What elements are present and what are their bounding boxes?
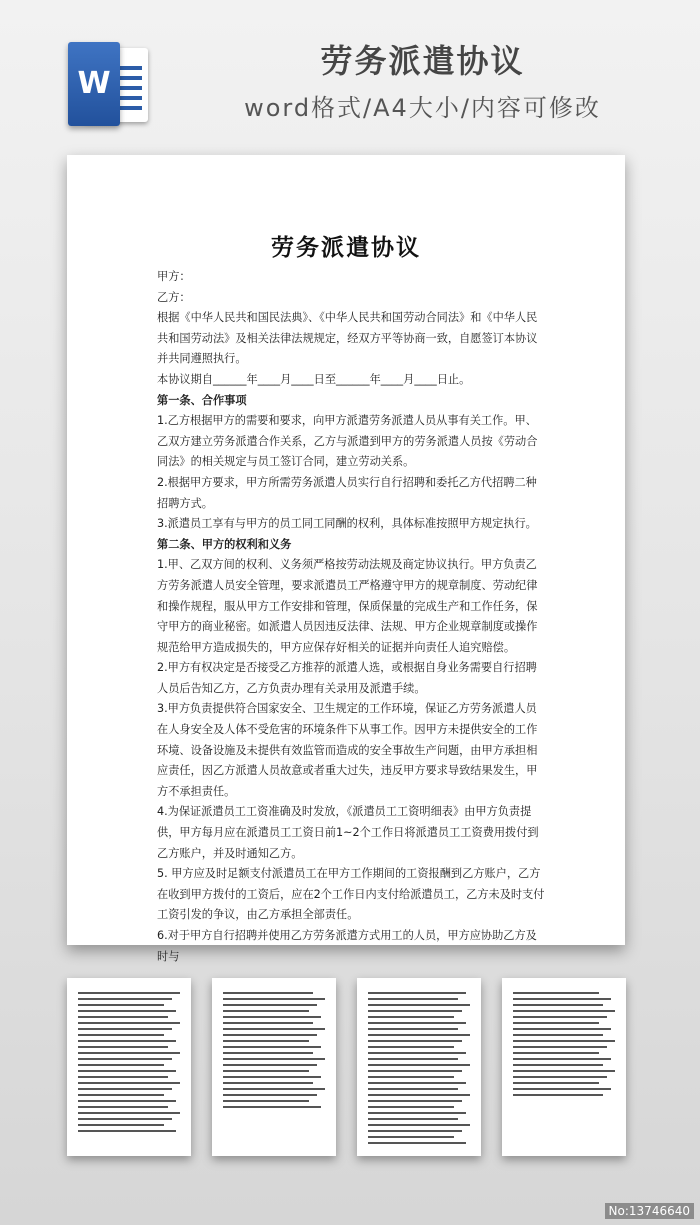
thumbnail-text-line bbox=[78, 1082, 180, 1084]
thumbnail-text-line bbox=[78, 1088, 172, 1090]
thumbnail-text-line bbox=[223, 1076, 321, 1078]
thumbnail-text-line bbox=[223, 1070, 309, 1072]
thumbnail-text-line bbox=[223, 992, 313, 994]
thumbnail-text-line bbox=[223, 1064, 317, 1066]
page-thumbnails bbox=[0, 978, 700, 1158]
thumbnail-text-line bbox=[368, 1076, 454, 1078]
thumbnail-text-line bbox=[513, 1040, 615, 1042]
thumbnail-text-line bbox=[78, 1112, 180, 1114]
section-heading: 第二条、甲方的权利和义务 bbox=[157, 537, 292, 551]
section-heading: 第一条、合作事项 bbox=[157, 393, 247, 407]
thumbnail-text-line bbox=[78, 1040, 176, 1042]
thumbnail-text-line bbox=[368, 1100, 462, 1102]
thumbnail-text-line bbox=[368, 1034, 470, 1036]
thumbnail-text-line bbox=[223, 1058, 325, 1060]
thumbnail-text-line bbox=[368, 1136, 454, 1138]
thumbnail-text-line bbox=[223, 1052, 313, 1054]
thumbnail-text-line bbox=[78, 1016, 168, 1018]
thumbnail-text-line bbox=[513, 1082, 599, 1084]
thumbnail-text-line bbox=[223, 1088, 325, 1090]
thumbnail-text-line bbox=[368, 1088, 458, 1090]
thumbnail-text-line bbox=[513, 1028, 611, 1030]
thumbnail-text-line bbox=[78, 1076, 168, 1078]
thumbnail-text-line bbox=[78, 1124, 164, 1126]
document-paragraph: 2.根据甲方要求，甲方所需劳务派遣人员实行自行招聘和委托乙方代招聘二种招聘方式。 bbox=[157, 475, 537, 510]
document-body bbox=[157, 267, 547, 967]
thumbnail-text-line bbox=[223, 1100, 309, 1102]
thumbnail-text-line bbox=[368, 1028, 458, 1030]
thumbnail-text-line bbox=[513, 1076, 607, 1078]
thumbnail-text-line bbox=[513, 1046, 607, 1048]
thumbnail-text-line bbox=[78, 1064, 164, 1066]
thumbnail-text-line bbox=[513, 1004, 603, 1006]
thumbnail-text-line bbox=[368, 1016, 454, 1018]
document-paragraph: 根据《中华人民共和国民法典》、《中华人民共和国劳动合同法》和《中华人民共和国劳动法》及相关法律法规规定，经双方平等协商一致，自愿签订本协议并共同遵照执行。 bbox=[157, 311, 538, 366]
thumbnail-text-line bbox=[223, 998, 325, 1000]
document-paragraph: 5. 甲方应及时足额支付派遣员工在甲方工作期间的工资报酬到乙方账户，乙方在收到甲方拨付的工资后，应在2个工作日内支付给派遣员工，乙方未及时支付工资引发的争议，由乙方承担全部责任。 bbox=[157, 867, 545, 922]
thumbnail-text-line bbox=[78, 1028, 172, 1030]
thumbnail-text-line bbox=[368, 1142, 466, 1144]
thumbnail-text-line bbox=[513, 1010, 615, 1012]
thumbnail-text-line bbox=[223, 1106, 321, 1108]
thumbnail-text-line bbox=[513, 1016, 607, 1018]
thumbnail-text-line bbox=[513, 1094, 603, 1096]
document-paragraph: 乙方： bbox=[157, 290, 191, 304]
thumbnail-text-line bbox=[223, 1022, 313, 1024]
thumbnail-text-line bbox=[78, 1046, 168, 1048]
thumbnail-text-line bbox=[78, 1130, 176, 1132]
thumbnail-text-line bbox=[78, 1004, 164, 1006]
thumbnail-text-line bbox=[78, 1022, 180, 1024]
thumbnail-text-line bbox=[223, 1028, 325, 1030]
thumbnail-text-line bbox=[368, 1010, 462, 1012]
thumbnail-text-line bbox=[78, 1100, 176, 1102]
thumbnail-text-line bbox=[513, 1064, 603, 1066]
thumbnail-text-line bbox=[368, 1124, 470, 1126]
thumbnail-text-line bbox=[78, 992, 180, 994]
thumbnail-text-line bbox=[513, 1022, 599, 1024]
thumbnail-text-line bbox=[368, 1058, 458, 1060]
thumbnail-text-line bbox=[223, 1082, 313, 1084]
thumbnail-page-5 bbox=[502, 978, 626, 1156]
thumbnail-text-line bbox=[223, 1016, 321, 1018]
document-paragraph: 本协议期自______年____月____日至______年____月____日止。 bbox=[157, 372, 471, 386]
thumbnail-text-line bbox=[78, 1106, 168, 1108]
thumbnail-text-line bbox=[513, 1052, 599, 1054]
document-paragraph: 甲方： bbox=[157, 270, 191, 283]
thumbnail-text-line bbox=[368, 1094, 470, 1096]
document-paragraph: 3.派遣员工享有与甲方的员工同工同酬的权利，具体标准按照甲方规定执行。 bbox=[157, 517, 537, 531]
thumbnail-text-line bbox=[78, 1010, 176, 1012]
thumbnail-text-line bbox=[368, 1118, 458, 1120]
thumbnail-text-line bbox=[513, 992, 599, 994]
thumbnail-text-line bbox=[368, 1064, 470, 1066]
document-page-preview bbox=[67, 155, 625, 963]
document-paragraph: 2.甲方有权决定是否接受乙方推荐的派遣人选，或根据自身业务需要自行招聘人员后告知乙方，乙方负责办理有关录用及派遣手续。 bbox=[157, 661, 537, 695]
thumbnail-text-line bbox=[78, 1094, 164, 1096]
thumbnail-text-line bbox=[368, 1130, 462, 1132]
thumbnail-text-line bbox=[223, 1010, 309, 1012]
thumbnail-text-line bbox=[368, 1052, 466, 1054]
thumbnail-page-4 bbox=[357, 978, 481, 1156]
thumbnail-text-line bbox=[223, 1040, 309, 1042]
thumbnail-text-line bbox=[368, 1106, 454, 1108]
document-paragraph: 1.甲、乙双方间的权利、义务须严格按劳动法规及商定协议执行。甲方负责乙方劳务派遣人员安全管理，要求派遣员工严格遵守甲方的规章制度、劳动纪律和操作规程，服从甲方工作安排和管理，保质保量的完成生产和工作任务，保守甲方的商业秘密。如派遣人员因违反法律、法规、甲方企业规章制度或操作规范给甲方造成损失的，甲方应保存好相关的证据并向责任人追究赔偿。 bbox=[157, 558, 538, 654]
thumbnail-text-line bbox=[78, 1034, 164, 1036]
word-icon-letter: W bbox=[68, 42, 120, 126]
thumbnail-text-line bbox=[368, 1112, 466, 1114]
thumbnail-text-line bbox=[513, 1058, 611, 1060]
thumbnail-text-line bbox=[223, 1034, 317, 1036]
document-paragraph: 1.乙方根据甲方的需要和要求，向甲方派遣劳务派遣人员从事有关工作。甲、乙双方建立劳务派遣合作关系，乙方与派遣到甲方的劳务派遣人员按《劳动合同法》的相关规定与员工签订合同，建立劳动关系。 bbox=[157, 414, 538, 469]
thumbnail-text-line bbox=[368, 1070, 462, 1072]
thumbnail-text-line bbox=[368, 1040, 462, 1042]
header-title: 劳务派遣协议 bbox=[320, 42, 525, 80]
thumbnail-text-line bbox=[513, 998, 611, 1000]
word-document-icon bbox=[68, 42, 152, 126]
document-paragraph: 3.甲方负责提供符合国家安全、卫生规定的工作环境，保证乙方劳务派遣人员在人身安全及人体不受危害的环境条件下从事工作。因甲方未提供安全的工作环境、设备设施及未提供有效监管而造成的安全事故生产问题，由甲方承担相应责任，因乙方派遣人员故意或者重大过失，违反甲方要求导致结果发生，甲方不承担责任。 bbox=[157, 702, 538, 798]
document-paragraph: 6.对于甲方自行招聘并使用乙方劳务派遣方式用工的人员，甲方应协助乙方及时与 bbox=[157, 929, 537, 963]
thumbnail-page-3 bbox=[212, 978, 336, 1156]
thumbnail-text-line bbox=[78, 998, 172, 1000]
image-number: No:13746640 bbox=[605, 1203, 694, 1219]
thumbnail-text-line bbox=[368, 1046, 454, 1048]
thumbnail-text-line bbox=[78, 1052, 180, 1054]
thumbnail-text-line bbox=[513, 1034, 603, 1036]
thumbnail-text-line bbox=[368, 1022, 466, 1024]
thumbnail-text-line bbox=[368, 1004, 470, 1006]
thumbnail-text-line bbox=[78, 1058, 172, 1060]
thumbnail-text-line bbox=[223, 1004, 317, 1006]
thumbnail-text-line bbox=[223, 1046, 321, 1048]
thumbnail-text-line bbox=[368, 992, 466, 994]
thumbnail-text-line bbox=[78, 1118, 172, 1120]
document-title: 劳务派遣协议 bbox=[271, 235, 421, 261]
thumbnail-text-line bbox=[368, 1082, 466, 1084]
thumbnail-text-line bbox=[368, 998, 458, 1000]
thumbnail-text-line bbox=[78, 1070, 176, 1072]
thumbnail-text-line bbox=[223, 1094, 317, 1096]
header-subtitle: word格式/A4大小/内容可修改 bbox=[244, 94, 601, 122]
thumbnail-text-line bbox=[513, 1070, 615, 1072]
document-paragraph: 4.为保证派遣员工工资准确及时发放，《派遣员工工资明细表》由甲方负责提供，甲方每月应在派遣员工工资日前1~2个工作日将派遣员工工资费用拨付到乙方账户，并及时通知乙方。 bbox=[157, 805, 539, 860]
thumbnail-page-2 bbox=[67, 978, 191, 1156]
thumbnail-text-line bbox=[513, 1088, 611, 1090]
